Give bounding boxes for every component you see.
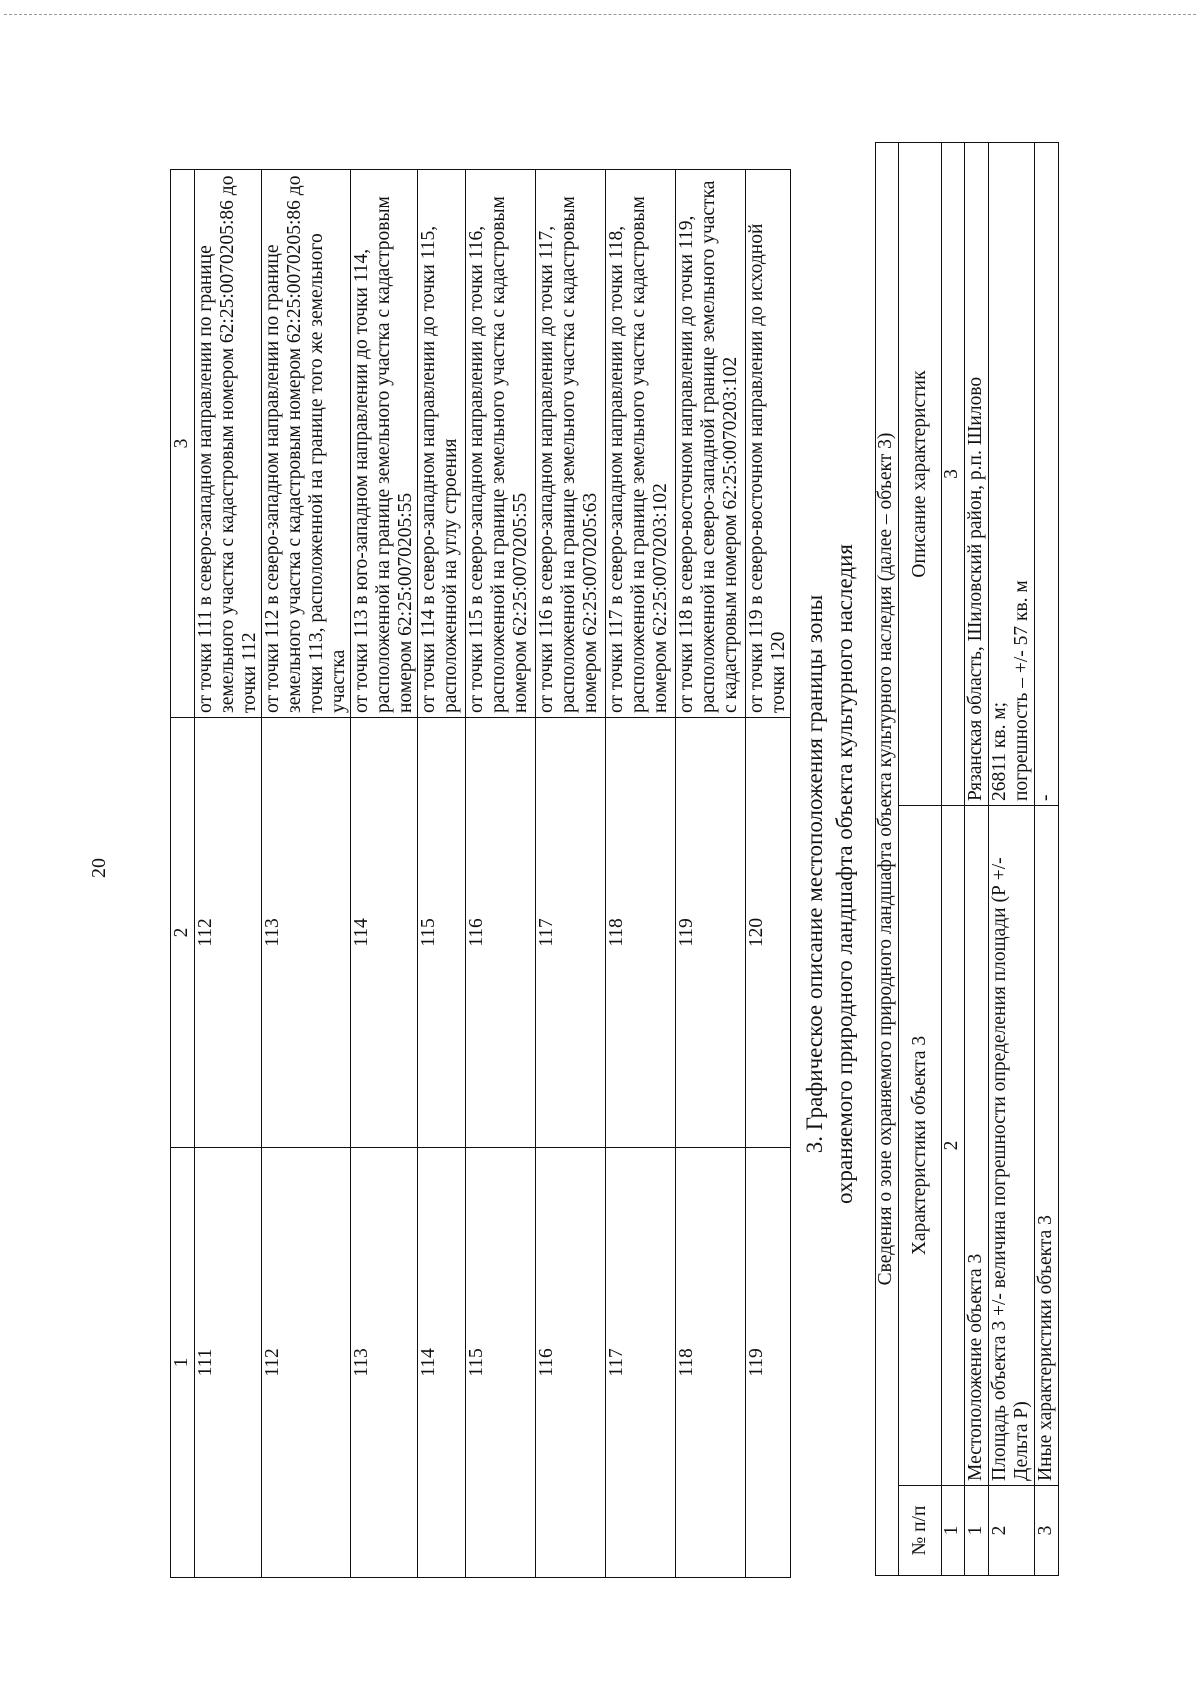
to-point-cell: 119 — [676, 718, 746, 1148]
table-caption-row — [876, 143, 899, 1576]
from-point-cell: 114 — [418, 1148, 466, 1578]
to-point-cell: 118 — [606, 718, 676, 1148]
description-cell: от точки 113 в юго-западном направлении до точки 114, расположенной на границе земельного участка с кадастровым номером 62:25:0070205:55 — [351, 170, 418, 718]
characteristic-name: Площадь объекта 3 +/- величина погрешности определения площади (Р +/- Дельта Р) — [989, 806, 1035, 1486]
description-cell: от точки 119 в северо-восточном направлении до исходной точки 120 — [746, 170, 791, 718]
page-number: 20 — [88, 858, 110, 878]
table-row — [466, 170, 536, 1578]
area-error: погрешность – +/- 57 кв. м — [1011, 580, 1032, 801]
to-point-cell: 114 — [351, 718, 418, 1148]
table-row — [1035, 143, 1059, 1576]
characteristic-value: Рязанская область, Шиловский район, р.п. Шилово — [965, 143, 989, 806]
table-row — [746, 170, 791, 1578]
to-point-cell: 113 — [262, 718, 351, 1148]
from-point-cell: 111 — [195, 1148, 262, 1578]
from-point-cell: 112 — [262, 1148, 351, 1578]
table-row — [606, 170, 676, 1578]
from-point-cell: 115 — [466, 1148, 536, 1578]
table-header-row — [899, 143, 942, 1576]
description-cell: от точки 117 в северо-западном направлении до точки 118, расположенной на границе земельного участка с кадастровым номером 62:25:0070203:102 — [606, 170, 676, 718]
table-row — [351, 170, 418, 1578]
from-point-cell: 116 — [536, 1148, 606, 1578]
description-cell: от точки 112 в северо-западном направлении по границе земельного участка с кадастровым номером 62:25:0070205:86 до точки 113, расположенной на границе того же земельного участка — [262, 170, 351, 718]
section-heading — [800, 170, 860, 1578]
table-caption: Сведения о зоне охраняемого природного ландшафта объекта культурного наследия (далее – объект 3) — [876, 143, 899, 1576]
table-row — [536, 170, 606, 1578]
to-point-cell: 117 — [536, 718, 606, 1148]
description-cell: от точки 118 в северо-восточном направлении до точки 119, расположенной на северо-западной границе земельного участка с кадастровым номером 62:25:0070203:102 — [676, 170, 746, 718]
characteristic-value: - — [1035, 143, 1059, 806]
to-point-cell: 112 — [195, 718, 262, 1148]
to-point-cell: 120 — [746, 718, 791, 1148]
from-point-cell: 118 — [676, 1148, 746, 1578]
description-cell: от точки 111 в северо-западном направлении по границе земельного участка с кадастровым номером 62:25:0070205:86 до точки 112 — [195, 170, 262, 718]
table-row — [262, 170, 351, 1578]
description-cell: от точки 114 в северо-западном направлении до точки 115, расположенной на углу строения — [418, 170, 466, 718]
table-row — [195, 170, 262, 1578]
characteristic-name: Иные характеристики объекта 3 — [1035, 806, 1059, 1486]
column-numbers-row — [942, 143, 965, 1576]
column-number-1: 1 — [942, 1486, 965, 1576]
header-number: № п/п — [899, 1486, 942, 1576]
table-row — [965, 143, 989, 1576]
description-cell: от точки 116 в северо-западном направлении до точки 117, расположенной на границе земельного участка с кадастровым номером 62:25:0070205:63 — [536, 170, 606, 718]
characteristic-name: Местоположение объекта 3 — [965, 806, 989, 1486]
table-row — [418, 170, 466, 1578]
row-number: 2 — [989, 1486, 1035, 1576]
to-point-cell: 115 — [418, 718, 466, 1148]
header-characteristics: Характеристики объекта 3 — [899, 806, 942, 1486]
section-heading-line-2: охраняемого природного ландшафта объекта культурного наследия — [832, 544, 857, 1204]
table-row — [989, 143, 1035, 1576]
area-value: 26811 кв. м; — [989, 701, 1010, 801]
from-point-cell: 119 — [746, 1148, 791, 1578]
column-number-1: 1 — [171, 1148, 195, 1578]
boundary-description-table — [170, 169, 791, 1578]
column-number-3: 3 — [942, 143, 965, 806]
from-point-cell: 113 — [351, 1148, 418, 1578]
header-description: Описание характеристик — [899, 143, 942, 806]
column-number-2: 2 — [171, 718, 195, 1148]
from-point-cell: 117 — [606, 1148, 676, 1578]
column-number-3: 3 — [171, 170, 195, 718]
table-header-row — [171, 170, 195, 1578]
characteristic-value — [989, 143, 1035, 806]
row-number: 1 — [965, 1486, 989, 1576]
column-number-2: 2 — [942, 806, 965, 1486]
object-characteristics-table — [875, 142, 1059, 1576]
to-point-cell: 116 — [466, 718, 536, 1148]
section-heading-line-1: 3. Графическое описание местоположения границы зоны — [802, 594, 827, 1154]
description-cell: от точки 115 в северо-западном направлении до точки 116, расположенной на границе земельного участка с кадастровым номером 62:25:0070205:55 — [466, 170, 536, 718]
table-row — [676, 170, 746, 1578]
row-number: 3 — [1035, 1486, 1059, 1576]
